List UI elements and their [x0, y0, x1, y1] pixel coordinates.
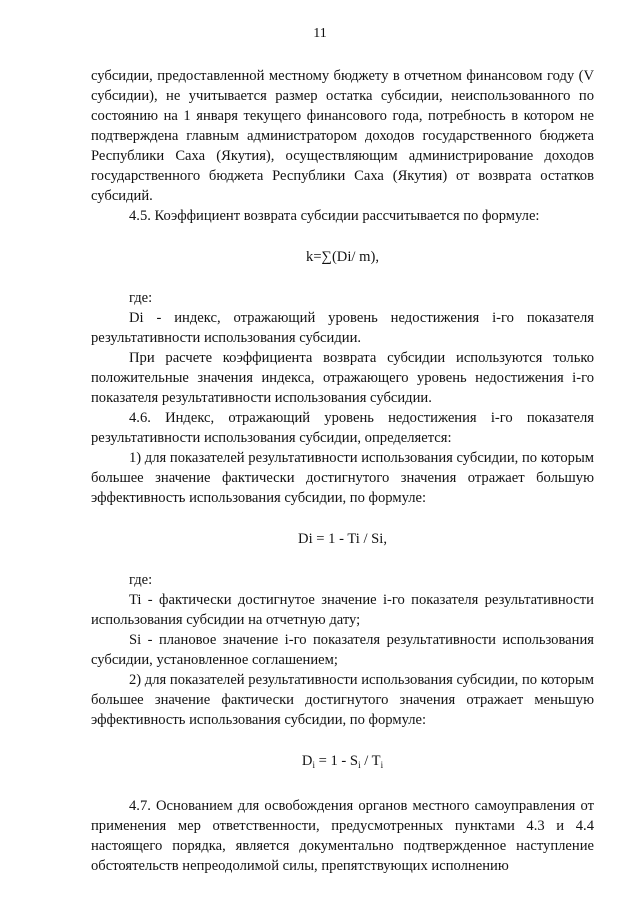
paragraph-ti-definition: Ti - фактически достигнутое значение i-го показателя результативности использования субсидии на отчетную дату;: [91, 592, 594, 628]
paragraph-continuation: субсидии, предоставленной местному бюджету в отчетном финансовом году (V субсидии), не учитывается размер остатка субсидии, неиспользованного по состоянию на 1 января текущего финансового года, потребность в котором не подтверждена главным администратором доходов государственного бюджета Республики Саха (Якутия), осуществляющим администрирование доходов государственного бюджета Республики Саха (Якутия) от возврата остатков субсидий.: [91, 68, 594, 204]
where-label-2: где:: [129, 572, 153, 588]
paragraph-4-7: 4.7. Основанием для освобождения органов местного самоуправления от применения мер ответственности, предусмотренных пунктами 4.3 и 4.4 настоящего порядка, является документально подтвержденное наступление обстоятельств непреодолимой силы, препятствующих исполнению: [91, 798, 594, 874]
paragraph-item-2: 2) для показателей результативности использования субсидии, по которым большее значение фактически достигнутого значения отражает меньшую эффективность использования субсидии, по формуле:: [91, 672, 594, 728]
where-label-1: где:: [129, 290, 153, 306]
page-number: 11: [313, 26, 327, 41]
paragraph-si-definition: Si - плановое значение i-го показателя результативности использования субсидии, установленное соглашением;: [91, 632, 594, 668]
paragraph-4-5: 4.5. Коэффициент возврата субсидии рассчитывается по формуле:: [129, 208, 540, 224]
paragraph-positive-values: При расчете коэффициента возврата субсидии используются только положительные значения индекса, отражающего уровень недостижения i-го показателя результативности использования субсидии.: [91, 350, 594, 406]
formula-return-coefficient: k=∑(Di/ m),: [306, 249, 379, 265]
document-body: [91, 66, 594, 876]
formula-index-2: $D_i = 1 - S_i / T_i$: [301, 753, 384, 770]
formula-index-1: Di = 1 - Ti / Si,: [298, 531, 387, 547]
paragraph-di-definition: Di - индекс, отражающий уровень недостижения i-го показателя результативности использования субсидии.: [91, 310, 594, 346]
paragraph-item-1: 1) для показателей результативности использования субсидии, по которым большее значение фактически достигнутого значения отражает большую эффективность использования субсидии, по формуле:: [91, 450, 594, 506]
paragraph-4-6: 4.6. Индекс, отражающий уровень недостижения i-го показателя результативности использования субсидии, определяется:: [91, 410, 594, 446]
